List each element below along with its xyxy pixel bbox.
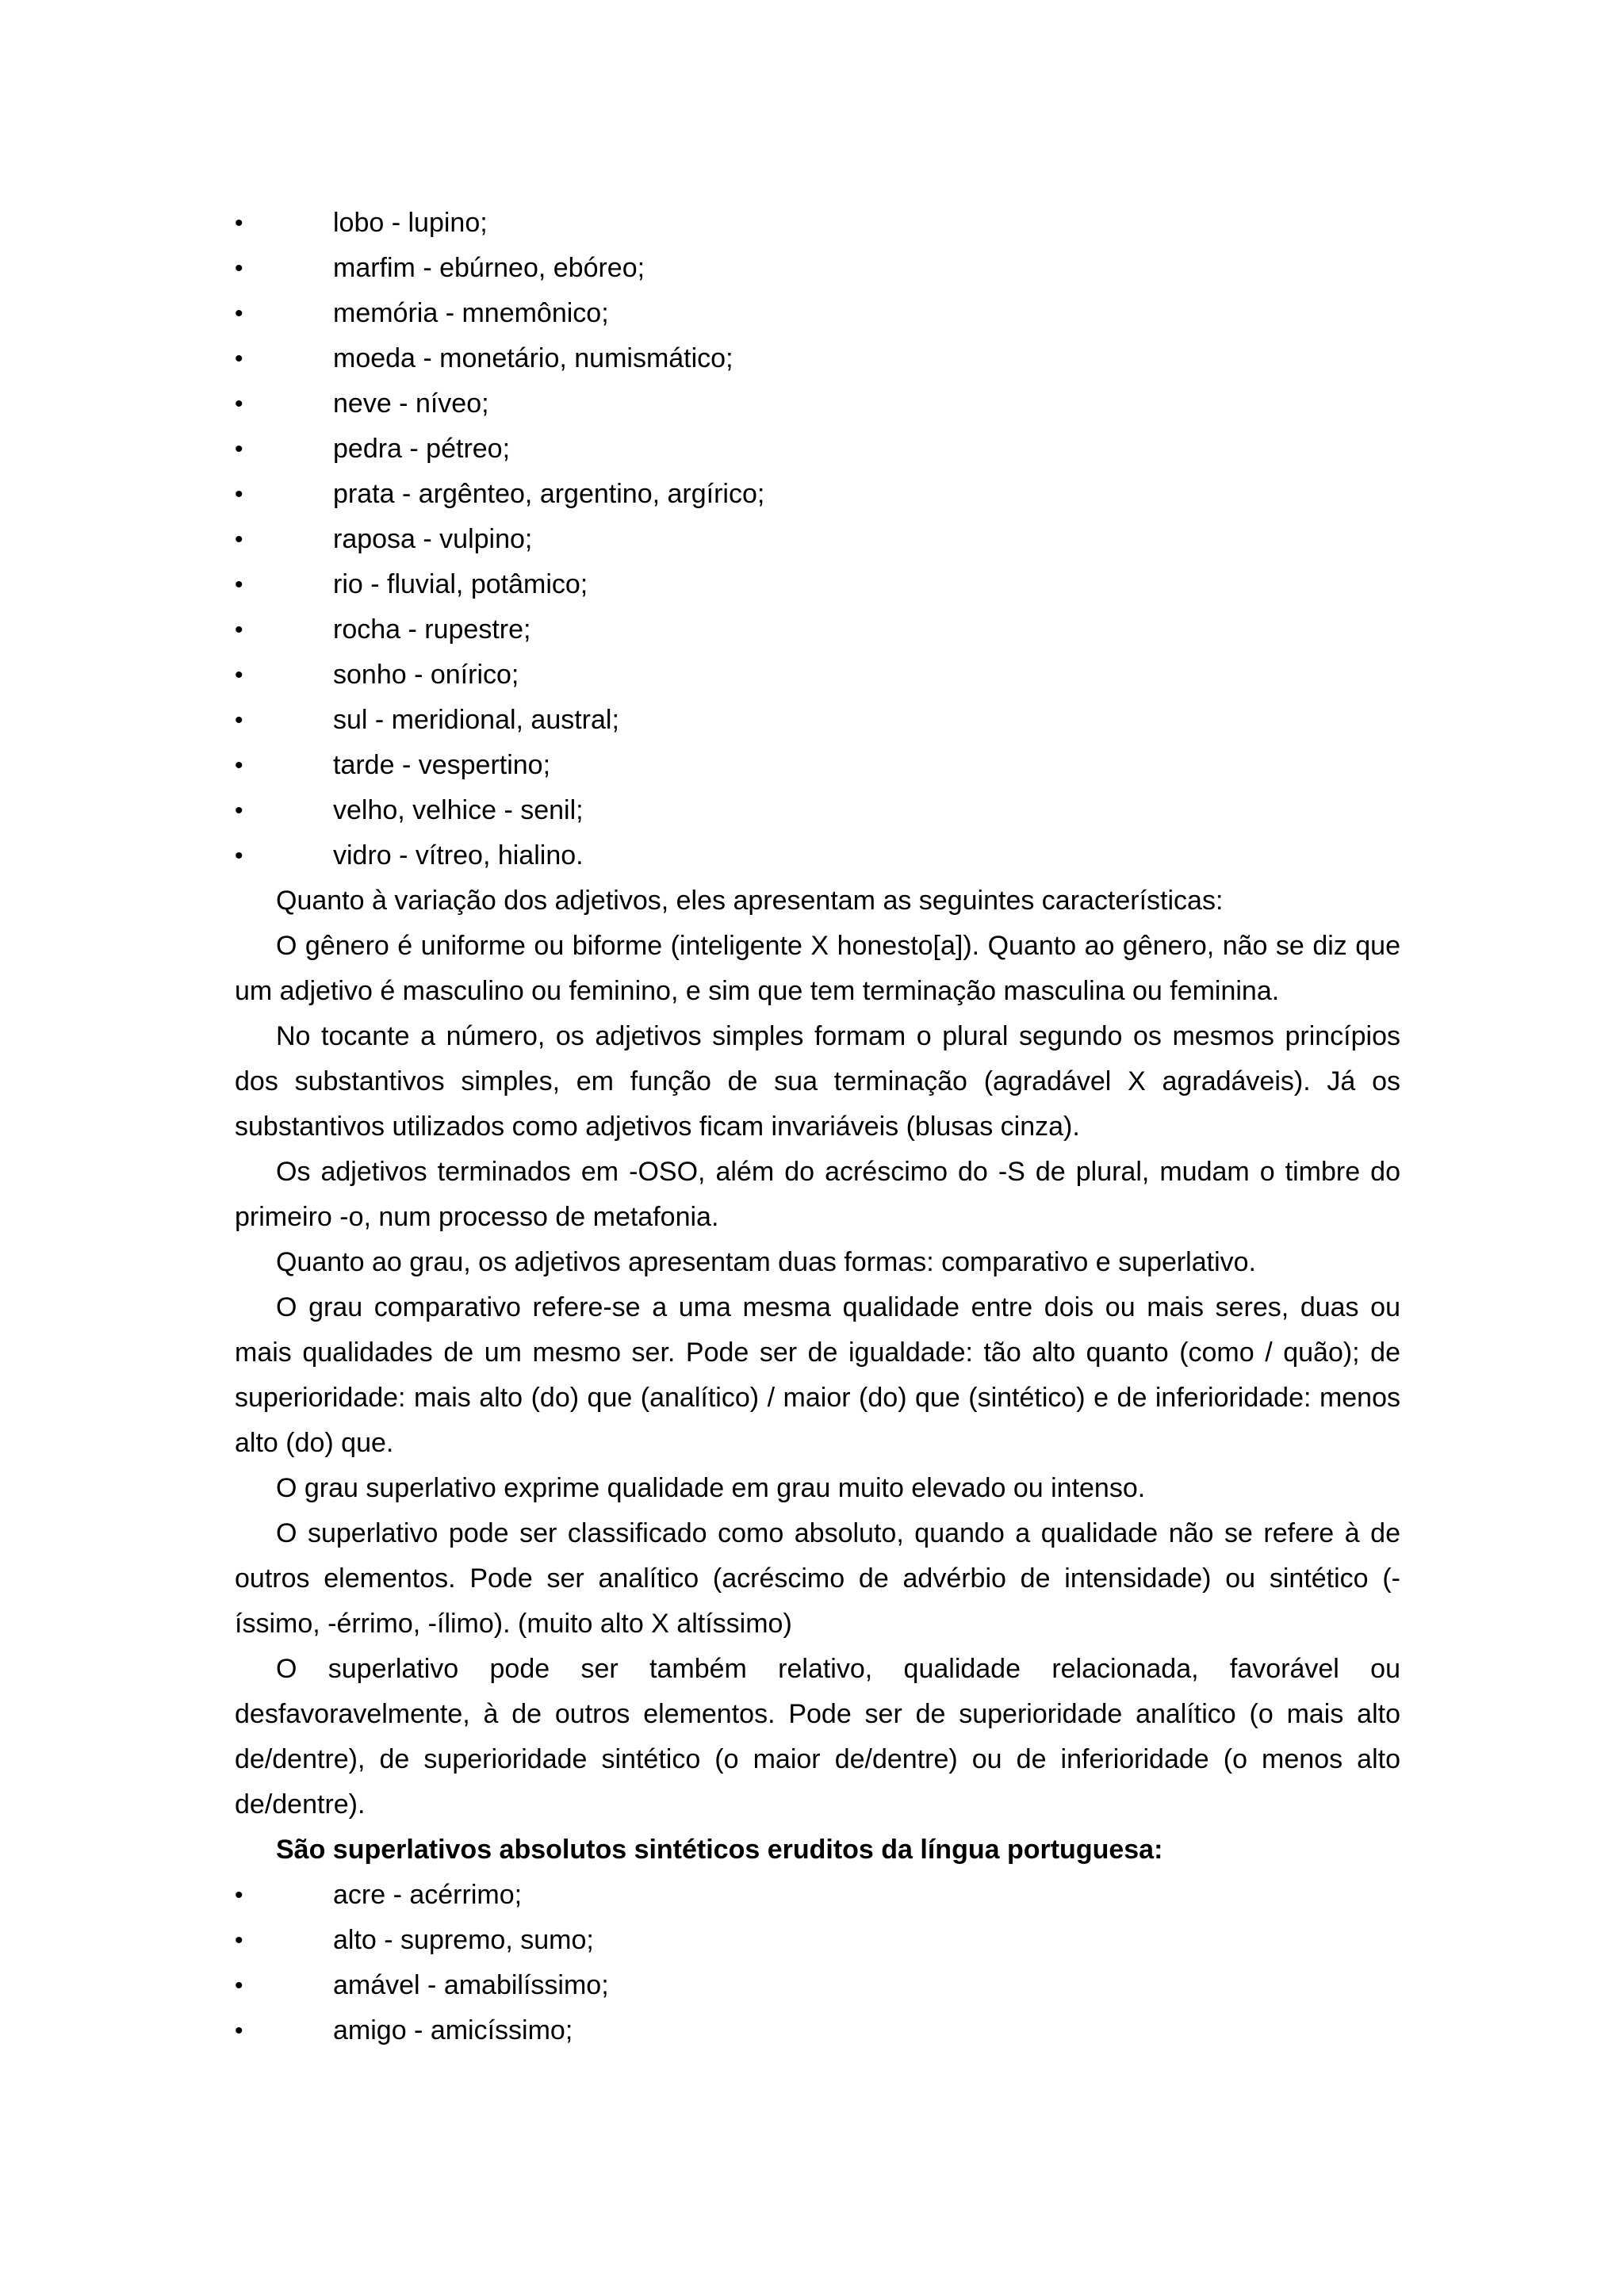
list-item <box>235 833 1400 878</box>
list-item <box>235 1918 1400 1963</box>
list-item <box>235 201 1400 246</box>
bullet-icon: • <box>235 752 243 779</box>
bullet-icon: • <box>235 1973 243 1999</box>
list-item <box>235 607 1400 652</box>
bullet-icon: • <box>235 798 243 824</box>
bullet-icon: • <box>235 2018 243 2044</box>
bullet-icon: • <box>235 572 243 598</box>
paragraph-superlative-definition: O grau superlativo exprime qualidade em grau muito elevado ou intenso. <box>276 1473 1146 1503</box>
bullet-icon: • <box>235 526 243 553</box>
list-item <box>235 517 1400 562</box>
list-item <box>235 698 1400 743</box>
paragraph-comparative: O grau comparativo refere-se a uma mesma qualidade entre dois ou mais seres, duas ou mais qualidades de um mesmo ser. Pode ser de igualdade: tão alto quanto (como / quão); de superioridade: mais alto (do) que (analítico) / maior (do) que (sintético) e de inferioridade: menos alto (do) que. <box>235 1292 1400 1458</box>
bullet-icon: • <box>235 1927 243 1954</box>
list-item-text: acre - acérrimo; <box>333 1880 523 1910</box>
list-item <box>235 472 1400 517</box>
bullet-icon: • <box>235 436 243 462</box>
list-item-text: raposa - vulpino; <box>333 524 533 554</box>
list-item <box>235 427 1400 472</box>
list-item <box>235 562 1400 607</box>
list-item-text: amável - amabilíssimo; <box>333 1970 609 2000</box>
list-item <box>235 336 1400 381</box>
section-heading-erudite-superlatives: São superlativos absolutos sintéticos eruditos da língua portuguesa: <box>276 1835 1163 1865</box>
list-item-text: sul - meridional, austral; <box>333 705 619 735</box>
bullet-icon: • <box>235 1882 243 1908</box>
list-item-text: vidro - vítreo, hialino. <box>333 840 584 871</box>
bullet-icon: • <box>235 662 243 688</box>
paragraph-oso-metaphony: Os adjetivos terminados em -OSO, além do acréscimo do -S de plural, mudam o timbre do primeiro -o, num processo de metafonia. <box>235 1157 1400 1232</box>
list-item-text: amigo - amicíssimo; <box>333 2015 573 2045</box>
bullet-icon: • <box>235 255 243 281</box>
paragraph-gender: O gênero é uniforme ou biforme (inteligente X honesto[a]). Quanto ao gênero, não se diz que um adjetivo é masculino ou feminino, e sim que tem terminação masculina ou feminina. <box>235 931 1400 1006</box>
paragraph-number: No tocante a número, os adjetivos simples formam o plural segundo os mesmos princípios dos substantivos simples, em função de sua terminação (agradável X agradáveis). Já os substantivos utilizados como adjetivos ficam invariáveis (blusas cinza). <box>235 1021 1400 1142</box>
list-item-text: neve - níveo; <box>333 388 489 419</box>
list-item-text: lobo - lupino; <box>333 208 488 238</box>
list-item <box>235 652 1400 698</box>
list-item <box>235 381 1400 427</box>
list-item-text: moeda - monetário, numismático; <box>333 343 733 373</box>
list-item-text: rocha - rupestre; <box>333 614 531 645</box>
list-item-text: memória - mnemônico; <box>333 298 609 328</box>
bullet-icon: • <box>235 300 243 327</box>
list-item <box>235 1873 1400 1918</box>
paragraph-variation-intro: Quanto à variação dos adjetivos, eles apresentam as seguintes características: <box>276 886 1224 916</box>
bullet-icon: • <box>235 346 243 372</box>
adjective-list-one <box>235 201 1400 878</box>
list-item <box>235 291 1400 336</box>
list-item-text: pedra - pétreo; <box>333 434 511 464</box>
list-item <box>235 246 1400 291</box>
list-item-text: tarde - vespertino; <box>333 750 551 780</box>
list-item-text: prata - argênteo, argentino, argírico; <box>333 479 765 509</box>
list-item <box>235 2008 1400 2053</box>
paragraph-degree-intro: Quanto ao grau, os adjetivos apresentam duas formas: comparativo e superlativo. <box>276 1247 1257 1277</box>
list-item <box>235 1963 1400 2008</box>
list-item <box>235 743 1400 788</box>
bullet-icon: • <box>235 843 243 869</box>
bullet-icon: • <box>235 391 243 417</box>
list-item-text: velho, velhice - senil; <box>333 795 584 825</box>
bullet-icon: • <box>235 481 243 507</box>
list-item-text: marfim - ebúrneo, ebóreo; <box>333 253 645 283</box>
list-item-text: sonho - onírico; <box>333 660 519 690</box>
document-page <box>235 201 1400 2053</box>
bullet-icon: • <box>235 707 243 733</box>
paragraph-superlative-relative: O superlativo pode ser também relativo, qualidade relacionada, favorável ou desfavoravelmente, à de outros elementos. Pode ser de superioridade analítico (o mais alto de/dentre), de superioridade sintético (o maior de/dentre) ou de inferioridade (o menos alto de/dentre). <box>235 1654 1400 1820</box>
list-item <box>235 788 1400 833</box>
list-item-text: rio - fluvial, potâmico; <box>333 569 588 599</box>
paragraph-superlative-absolute: O superlativo pode ser classificado como absoluto, quando a qualidade não se refere à de outros elementos. Pode ser analítico (acréscimo de advérbio de intensidade) ou sintético (-íssimo, -érrimo, -ílimo). (muito alto X altíssimo) <box>235 1518 1400 1639</box>
superlative-list <box>235 1873 1400 2053</box>
list-item-text: alto - supremo, sumo; <box>333 1925 594 1955</box>
bullet-icon: • <box>235 210 243 236</box>
bullet-icon: • <box>235 617 243 643</box>
